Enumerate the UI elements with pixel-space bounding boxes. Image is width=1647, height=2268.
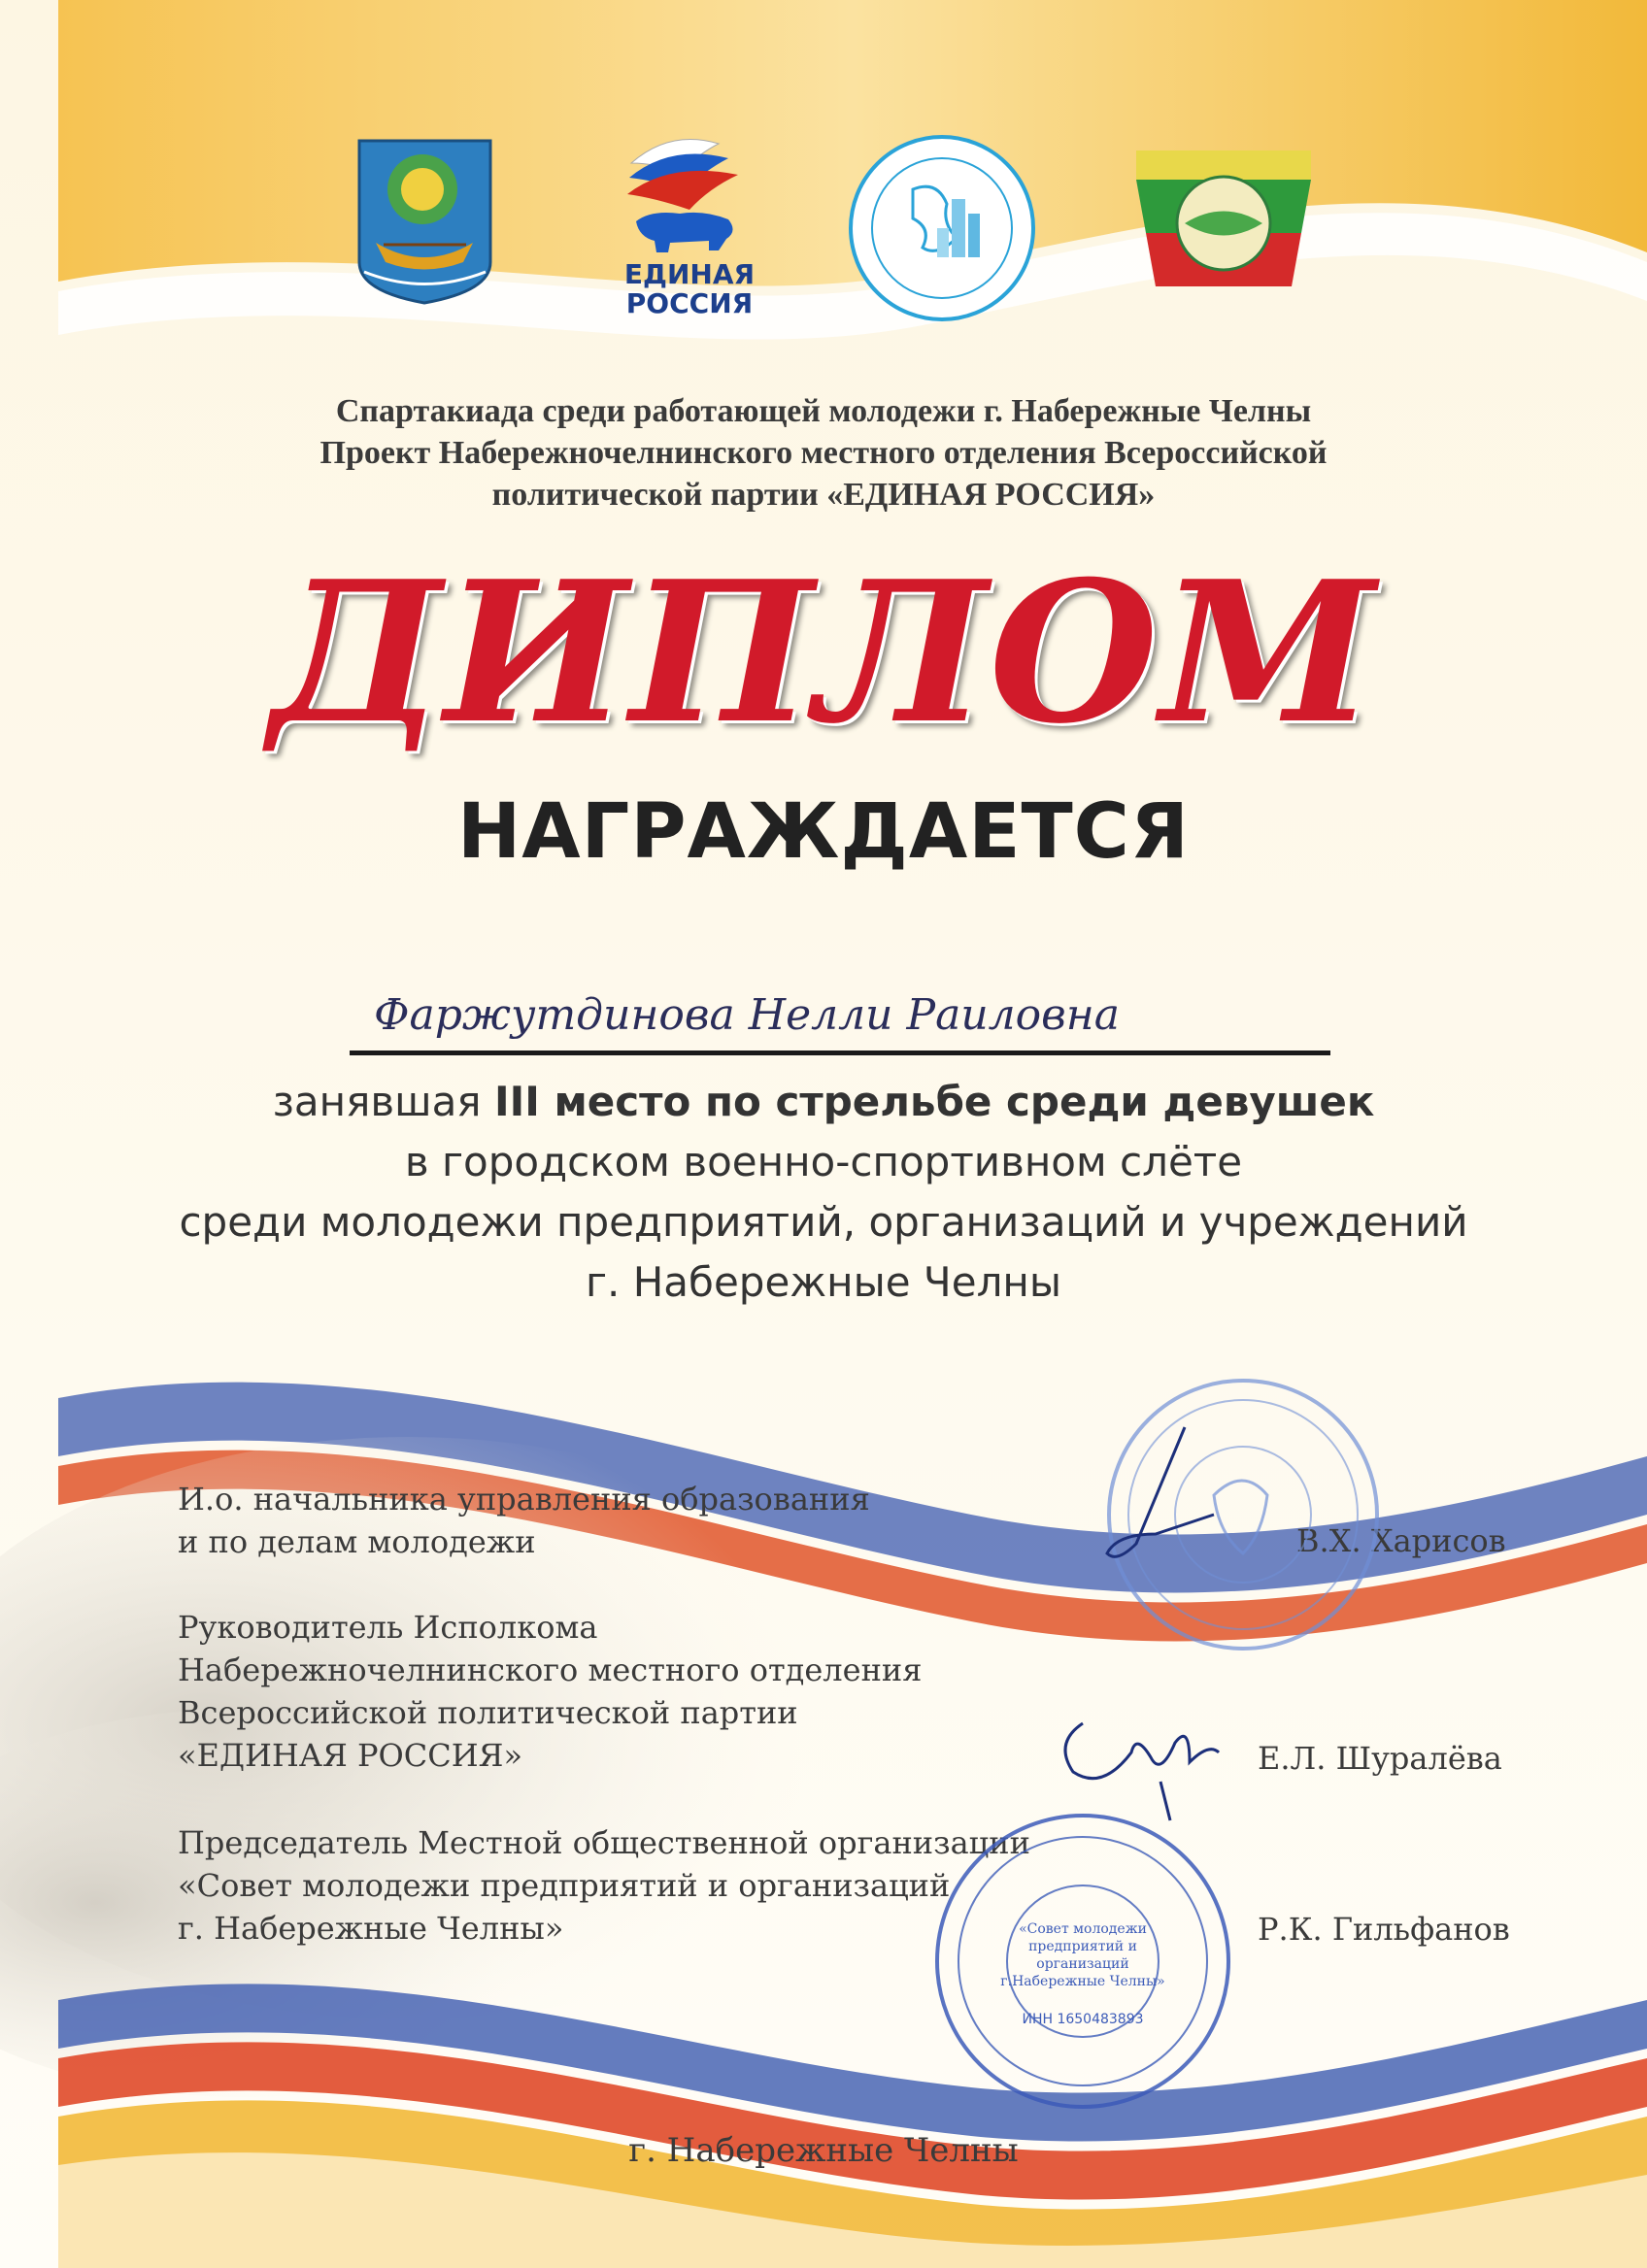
awarded-heading: НАГРАЖДАЕТСЯ	[457, 788, 1190, 876]
signatory3-role-line2: «Совет молодежи предприятий и организаций	[178, 1867, 951, 1904]
edinaya-logo-line1: ЕДИНАЯ	[623, 258, 756, 290]
signatory2-role-line3: Всероссийской политической партии	[178, 1694, 798, 1731]
stamp-center-text	[986, 1920, 1180, 1990]
signatory3-name: Р.К. Гильфанов	[1258, 1911, 1510, 1948]
stamp-line1: «Совет молодежи	[1019, 1921, 1147, 1937]
signatory2-role-line1: Руководитель Исполкома	[178, 1609, 598, 1646]
signatory3-role-line1: Председатель Местной общественной организации	[178, 1824, 1030, 1861]
signatory2-role	[178, 1606, 922, 1777]
stamp-inn: ИНН 1650483893	[1022, 2012, 1144, 2027]
achievement-line3: среди молодежи предприятий, организаций и учреждений	[179, 1198, 1468, 1246]
signatory1-role	[178, 1478, 870, 1563]
recipient-name: Фаржутдинова Нелли Раиловна	[374, 990, 1120, 1040]
header-line3: политической партии «ЕДИНАЯ РОССИЯ»	[491, 477, 1156, 513]
signatory1-name: В.Х. Харисов	[1296, 1522, 1506, 1559]
header-line1: Спартакиада среди работающей молодежи г. Набережные Челны	[335, 393, 1312, 429]
signature-harisov-icon	[1078, 1418, 1224, 1592]
achievement-line4: г. Набережные Челны	[585, 1258, 1062, 1306]
youth-organization-emblem-icon	[845, 131, 1039, 325]
stamp-line2: предприятий и организаций	[1028, 1939, 1137, 1972]
zaman-youth-center-logo-icon	[1126, 141, 1321, 306]
signatory2-name: Е.Л. Шуралёва	[1258, 1740, 1502, 1777]
signatory2-role-line4: «ЕДИНАЯ РОССИЯ»	[178, 1737, 523, 1774]
recipient-name-underline	[350, 1051, 1330, 1055]
council-seal-stamp-icon	[927, 1806, 1238, 2117]
achievement-line2: в городском военно-спортивном слёте	[404, 1138, 1243, 1185]
achievement-line1	[0, 1078, 1647, 1125]
edinaya-logo-line2: РОССИЯ	[625, 287, 754, 319]
stamp-line3: г.Набережные Челны»	[1000, 1974, 1165, 1989]
diploma-title: ДИПЛОМ	[269, 539, 1378, 767]
signatory3-role	[178, 1821, 1030, 1950]
achievement-emphasis: III место по стрельбе среди девушек	[493, 1078, 1375, 1125]
signatory2-role-line2: Набережночелнинского местного отделения	[178, 1651, 923, 1688]
signatory1-role-line2: и по делам молодежи	[178, 1523, 536, 1560]
city-coat-of-arms-icon	[354, 136, 495, 306]
achievement-prefix: занявшая	[272, 1078, 494, 1125]
footer-city: г. Набережные Челны	[628, 2131, 1019, 2170]
header-line2: Проект Набережночелнинского местного отделения Всероссийской	[319, 435, 1328, 471]
edinaya-rossiya-logo-icon	[612, 124, 767, 318]
signatory1-role-line1: И.о. начальника управления образования	[178, 1481, 870, 1518]
signatory3-role-line3: г. Набережные Челны»	[178, 1910, 564, 1947]
